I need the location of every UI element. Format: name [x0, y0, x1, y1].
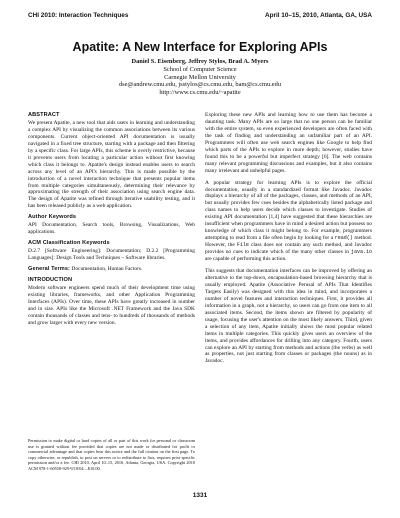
abstract-heading: ABSTRACT — [28, 112, 60, 118]
author-university: Carnegie Mellon University — [164, 73, 236, 81]
header-left: CHI 2010: Interaction Techniques — [28, 12, 129, 19]
p2-part-d: are capable of performing this action. — [205, 256, 287, 263]
author-emails: dse@andrew.cmu.edu, jsstylos@cs.cmu.edu, bam@cs.cmu.edu — [118, 81, 282, 89]
author-names: Daniel S. Eisenberg, Jeffrey Stylos, Brad A. Myers — [131, 58, 269, 65]
right-paragraph-1: Exploring these new APIs and learning how to use them has become a daunting task. Many APIs are so large that no one person can be familiar with the entire system, so even experienced developers are often faced with the task of finding and understanding an unfamiliar part of an API. Programmers will often use web search engines like Google to help find which parts of the APIs to explore in more depth; however, studies have found this to be a powerful but imperfect strategy [6]. The web contains many relevant programming discussions and examples, but it also contains many irrelevant and unhelpful pages. — [205, 112, 372, 174]
left-column — [28, 112, 195, 331]
copyright-notice: Permission to make digital or hard copies of all or part of this work for personal or classroom use is granted without fee provided that copies are not made or distributed for profit or commercial advantage and that copies bear this notice and the full citation on the first page. To copy otherwise, or republish, to post on servers or to redistribute to lists, requires prior specific permission and/or a fee. CHI 2010, April 10–15, 2010, Atlanta, Georgia, USA. Copyright 2010 ACM 978-1-60558-929-9/10/04....$10.00. — [28, 438, 195, 471]
right-paragraph-3: This suggests that documentation interfaces can be improved by offering an alternative to the top-down, encapsulation-based browsing hierarchy that is usually employed. Apatite (Associative Perusal of APIs That Identifies Targets Easily) was designed with this idea in mind, and incorporates a number of novel features and interaction techniques. First, it provides all information in a graph, not a hierarchy, so users can go from one item to all associated items. Second, the items shown are filtered by popularity of usage, focusing the user's attention on the most likely answers. Third, given a selection of any item, Apatite initially shows the most popular related items in multiple categories. This quickly gives users an overview of the items, and provides affordances for drilling into any category. Fourth, users can explore an API by starting from methods and actions (the verbs) as well as properties, not just starting from classes or packages (the nouns) as in Javadoc. — [205, 268, 372, 365]
header-right: April 10–15, 2010, Atlanta, GA, USA — [264, 12, 372, 19]
author-block — [28, 58, 372, 97]
abstract-text: We present Apatite, a new tool that aids users in learning and understanding a complex API by visualizing the common associations between its various components. Current object-oriented API documentation is usually navigated in a fixed tree structure, starting with a package and then filtering by a specific class. For large APIs, this scheme is overly restrictive, because it prevents users from locating a particular action without first knowing which class it belongs to. Apatite's design instead enables users to search across any level of an API's hierarchy. This is made possible by the introduction of a novel interaction technique that presents popular items from multiple categories simultaneously, determining their relevance by approximating the strength of their association using search engine data. The design of Apatite was refined through iterative usability testing, and it has been released publicly as a web application. — [28, 119, 195, 210]
author-school: School of Computer Science — [163, 65, 237, 73]
p2-part-b: method. However, the — [205, 235, 373, 249]
acm-heading: ACM Classification Keywords — [28, 240, 110, 247]
running-header — [28, 12, 372, 19]
intro-heading: INTRODUCTION — [28, 277, 73, 284]
project-url[interactable]: http://www.cs.cmu.edu/~apatite — [159, 89, 241, 97]
paper-title: Apatite: A New Interface for Exploring APIs — [72, 40, 328, 54]
general-text: Documentation, Human Factors. — [71, 266, 143, 273]
keywords-heading: Author Keywords — [28, 214, 77, 221]
general-heading: General Terms: — [28, 266, 71, 273]
code-file: File — [236, 242, 249, 249]
intro-text: Modern software engineers spend much of their development time using existing libraries, frameworks, and other Application Programming Interfaces (APIs). Over time, these APIs have greatly increased in number and in size. APIs like the Microsoft .NET Framework and the Java SDK contain thousands of classes and tens- to hundreds of thousands of methods and grow larger with every new version. — [28, 284, 195, 326]
code-java-io: java.io — [351, 249, 373, 256]
p2-part-c: class does not contain any such method, and Javadoc provides no cues to indicate which of the many other classes in — [205, 242, 373, 256]
general-terms — [28, 266, 195, 273]
keywords-text: API Documentation, Search tools, Browsing, Visualizations, Web applications. — [28, 222, 195, 236]
acm-text: D.2.7 [Software Engineering]: Documentation; D.2.2 [Programming Languages]: Design Tools and Techniques – Software libraries. — [28, 248, 195, 262]
right-column — [205, 112, 372, 370]
p2-part-a: A popular strategy for learning APIs is to explore the official documentation, usually in a standardized format like Javadoc. Javadoc displays a hierarchy of all of the packages, classes, and methods of an API, but usually provides few cues besides the alphabetically listed package and class names to help users decide which classes to investigate. Studies of existing API documentation [1,4] have suggested that these hierarchies are insufficient when programmers have in mind a desired action but possess no knowledge of which class it might belong to. For example, programmers attempting to read from a file often begin by looking for a — [205, 179, 372, 242]
code-read: read() — [334, 235, 353, 242]
page-number: 1331 — [192, 492, 208, 499]
right-paragraph-2 — [205, 180, 372, 263]
